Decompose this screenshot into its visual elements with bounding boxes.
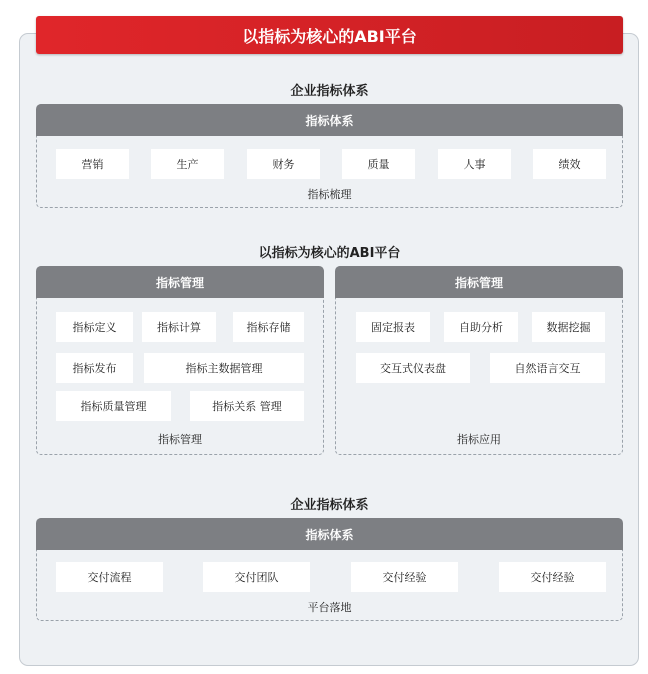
chip-metric-publish: 指标发布: [56, 353, 133, 383]
section2-right-panel: [335, 266, 623, 455]
chip-performance: 绩效: [533, 149, 606, 179]
section1-footer: 指标梳理: [307, 188, 352, 201]
section1-panel: [36, 104, 623, 208]
chip-metric-relationship: 指标关系 管理: [190, 391, 304, 421]
section3-panel: [36, 518, 623, 621]
chip-hr: 人事: [438, 149, 511, 179]
chip-metric-master-data: 指标主数据管理: [144, 353, 304, 383]
chip-marketing: 营销: [56, 149, 129, 179]
chip-natural-language: 自然语言交互: [490, 353, 605, 383]
section3-footer: 平台落地: [307, 601, 352, 614]
section2-left-panel: [36, 266, 324, 455]
section1-title: 企业指标体系: [290, 84, 369, 99]
section2-right-head: 指标管理: [335, 266, 623, 298]
banner-title: 以指标为核心的ABI平台: [36, 16, 623, 54]
chip-quality: 质量: [342, 149, 415, 179]
section3-title: 企业指标体系: [290, 498, 369, 513]
chip-self-service-analysis: 自助分析: [444, 312, 518, 342]
chip-delivery-experience-2: 交付经验: [499, 562, 606, 592]
chip-metric-definition: 指标定义: [56, 312, 133, 342]
section3-panel-head: 指标体系: [36, 518, 623, 550]
section2-title: 以指标为核心的ABI平台: [258, 246, 401, 261]
chip-data-mining: 数据挖掘: [532, 312, 605, 342]
chip-delivery-process: 交付流程: [56, 562, 163, 592]
chip-metric-quality: 指标质量管理: [56, 391, 171, 421]
chip-interactive-dashboard: 交互式仪表盘: [356, 353, 470, 383]
section1-panel-head: 指标体系: [36, 104, 623, 136]
chip-finance: 财务: [247, 149, 320, 179]
section2-right-footer: 指标应用: [457, 433, 501, 446]
chip-fixed-report: 固定报表: [356, 312, 430, 342]
section2-left-head: 指标管理: [36, 266, 324, 298]
chip-metric-storage: 指标存储: [233, 312, 304, 342]
chip-delivery-team: 交付团队: [203, 562, 310, 592]
section2-left-footer: 指标管理: [158, 433, 202, 446]
chip-metric-calculation: 指标计算: [142, 312, 216, 342]
chip-production: 生产: [151, 149, 224, 179]
chip-delivery-experience-1: 交付经验: [351, 562, 458, 592]
